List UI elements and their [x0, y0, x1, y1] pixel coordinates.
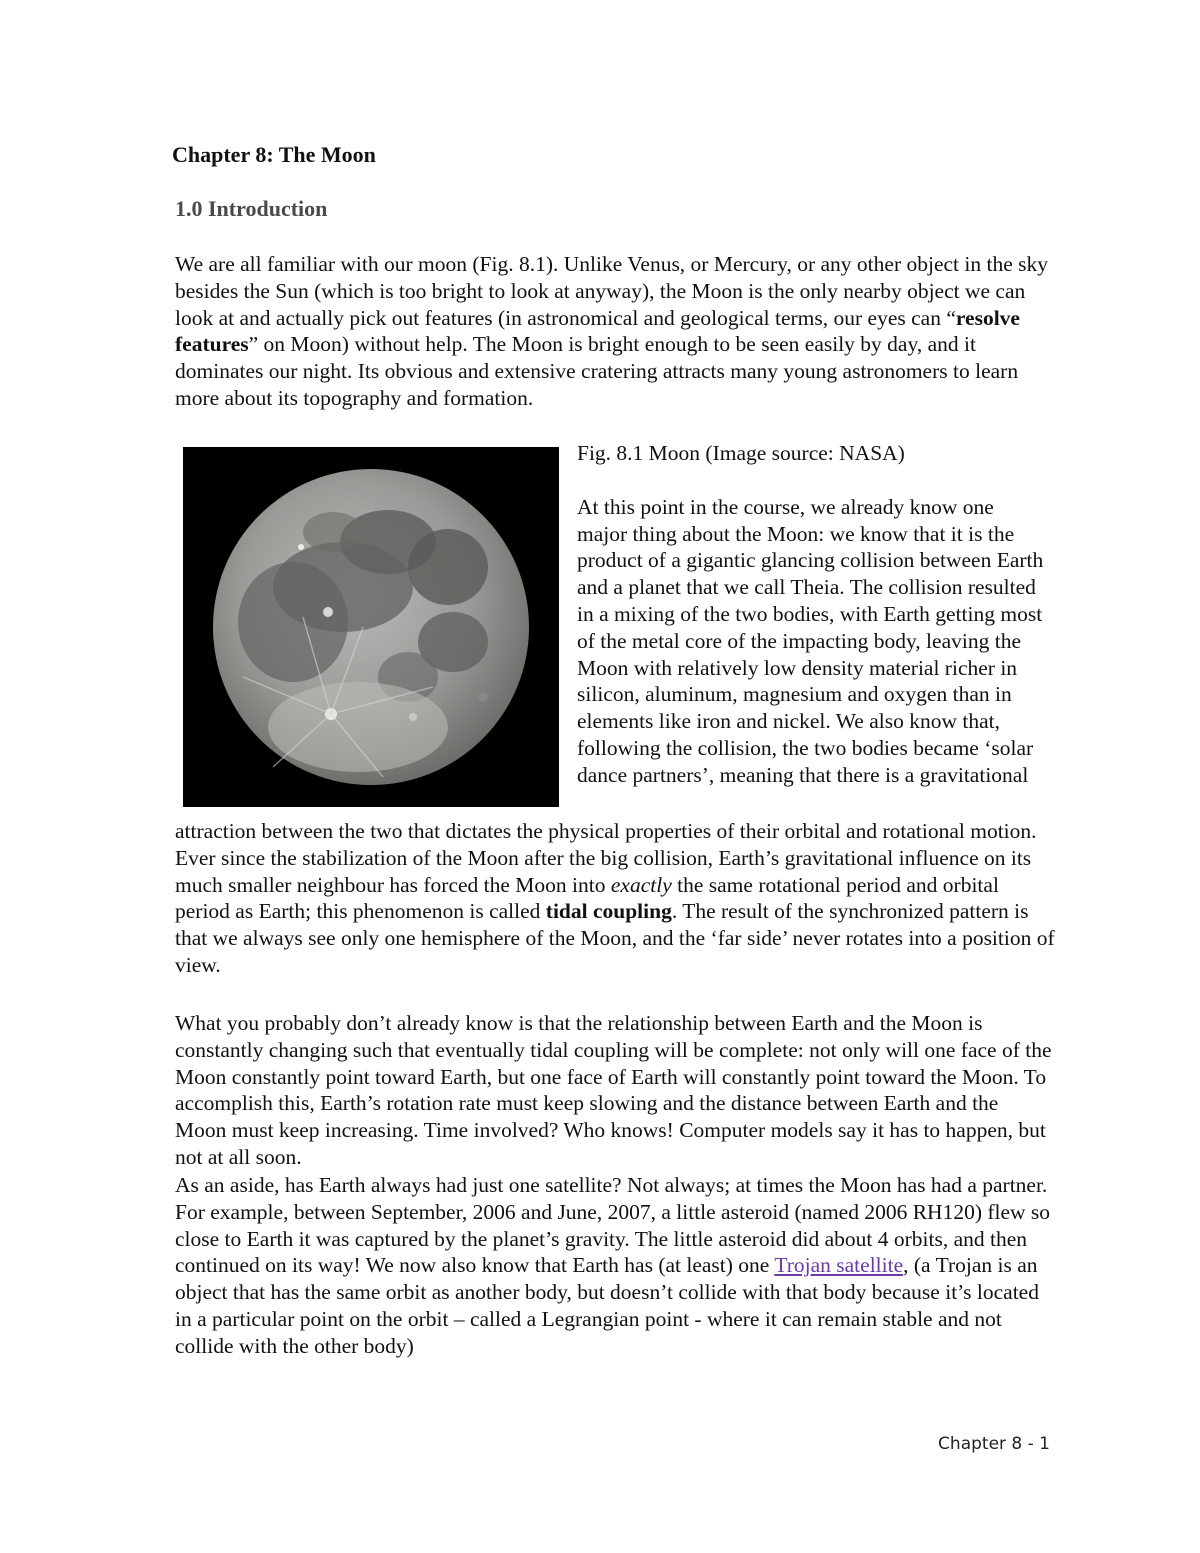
collision-text-3: . The result of the synchronized pattern is that we always see only one hemisphere of the Moon, and the ‘far side’ never rotates into a position of view. [175, 899, 1055, 977]
intro-bold-term: resolve features [175, 305, 1020, 357]
trojan-satellite-link[interactable]: Trojan satellite [774, 1253, 904, 1278]
moon-figure [183, 447, 559, 807]
aside-text-1: As an aside, has Earth always had just one satellite? Not always; at times the Moon has had a partner. For example, between September, 2006 and June, 2007, a little asteroid (named 2006 RH120) flew so close to Earth it was captured by the planet’s gravity. The little asteroid did about 4 orbits, and then continued on its way! We now also know that Earth has (at least) one [175, 1173, 1051, 1278]
collision-text-2: the same rotational period and orbital period as Earth; this phenomenon is called [175, 872, 999, 924]
intro-text-1: We are all familiar with our moon (Fig. 8.1). Unlike Venus, or Mercury, or any other object in the sky besides the Sun (which is too bright to look at anyway), the Moon is the only nearby object we can look at and actually pick out features (in astronomical and geological terms, our eyes can “ [175, 252, 1048, 330]
intro-paragraph [175, 251, 1055, 412]
figure-caption: Fig. 8.1 Moon (Image source: NASA) [577, 441, 905, 465]
aside-text-2: , (a Trojan is an object that has the same orbit as another body, but doesn’t collide with that body because it’s located in a particular point on the orbit – called a Legrangian point - where it can remain stable and not collide with the other body) [175, 1253, 1039, 1358]
intro-text-2: ” on Moon) without help. The Moon is bright enough to be seen easily by day, and it dominates our night. Its obvious and extensive cratering attracts many young astronomers to learn more about its topography and formation. [175, 332, 1019, 410]
section-heading: 1.0 Introduction [175, 196, 328, 221]
page-footer: Chapter 8 - 1 [938, 1434, 1050, 1454]
moon-photo-icon [183, 447, 559, 807]
collision-paragraph-continued [175, 818, 1055, 979]
collision-paragraph-start: At this point in the course, we already know one major thing about the Moon: we know that it is the product of a gigantic glancing collision between Earth and a planet that we call Theia. The collision resulted in a mixing of the two bodies, with Earth getting most of the metal core of the impacting body, leaving the Moon with relatively low density material richer in silicon, aluminum, magnesium and oxygen than in elements like iron and nickel. We also know that, following the collision, the two bodies became ‘solar dance partners’, meaning that there is a gravitational [577, 494, 1044, 787]
tidal-change-paragraph: What you probably don’t already know is that the relationship between Earth and the Moon is constantly changing such that eventually tidal coupling will be complete: not only will one face of the Moon constantly point toward Earth, but one face of Earth will constantly point toward the Moon. To accomplish this, Earth’s rotation rate must keep slowing and the distance between Earth and the Moon must keep increasing. Time involved? Who knows! Computer models say it has to happen, but not at all soon. [175, 1011, 1052, 1169]
collision-text-1: attraction between the two that dictates the physical properties of their orbital and rotational motion. Ever since the stabilization of the Moon after the big collision, Earth’s gravitational influence on its much smaller neighbour has forced the Moon into [175, 819, 1037, 897]
collision-italic-term: exactly [610, 872, 672, 897]
collision-bold-term: tidal coupling [545, 899, 672, 924]
aside-paragraph [175, 1172, 1055, 1360]
chapter-title: Chapter 8: The Moon [172, 142, 376, 167]
figure-side-text [577, 440, 1047, 789]
